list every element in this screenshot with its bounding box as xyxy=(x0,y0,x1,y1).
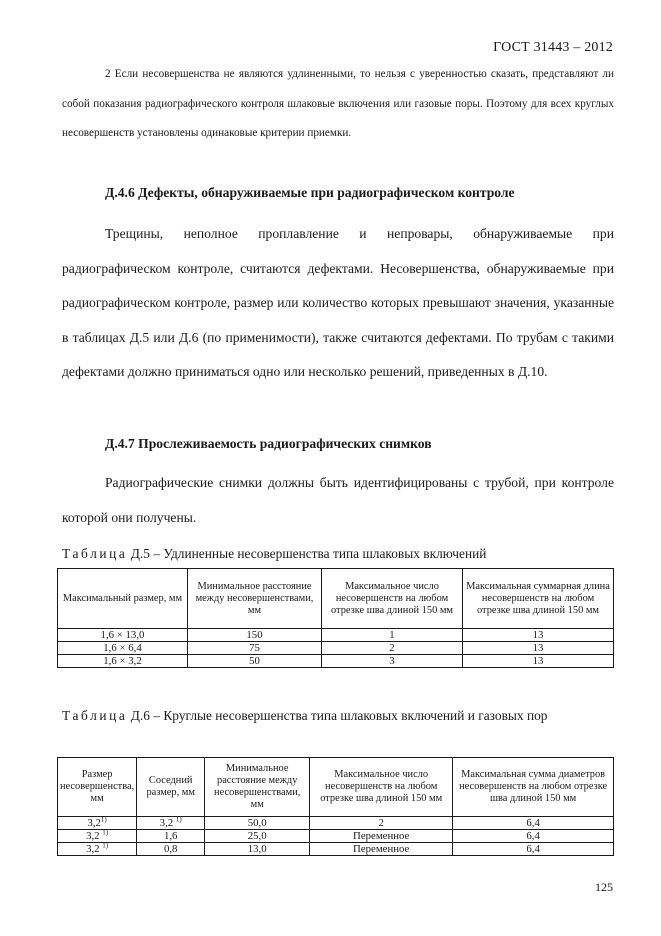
table6-caption xyxy=(62,702,614,729)
table5-header-cell: Максимальное число несовершенств на любом отрезке шва длиной 150 мм xyxy=(322,569,463,629)
table5-header-cell: Максимальная суммарная длина несовершенств на любом отрезке шва длиной 150 мм xyxy=(463,569,614,629)
table6-header-row xyxy=(58,758,614,817)
table-row xyxy=(58,629,614,642)
table5-header-cell: Максимальный размер, мм xyxy=(58,569,188,629)
table6-caption-text: Д.6 – Круглые несовершенства типа шлаковых включений и газовых пор xyxy=(130,708,548,723)
table-cell: Переменное xyxy=(310,830,453,843)
table6-header-cell: Максимальное число несовершенств на любом отрезке шва длиной 150 мм xyxy=(310,758,453,817)
table5-caption xyxy=(62,540,614,567)
table-cell: 1 xyxy=(322,629,463,642)
table-cell: 1,6 × 13,0 xyxy=(58,629,188,642)
table-cell: 1,6 xyxy=(137,830,205,843)
table-cell: 13 xyxy=(463,629,614,642)
table6-header-cell: Размер несовершенства, мм xyxy=(58,758,137,817)
section-d46-body xyxy=(62,217,614,390)
table6-header-cell: Минимальное расстояние между несовершенствами, мм xyxy=(205,758,310,817)
table-cell: 2 xyxy=(322,642,463,655)
table6-header-cell: Соседний размер, мм xyxy=(137,758,205,817)
footnote-mark: 1) xyxy=(175,815,182,824)
table-cell: 6,4 xyxy=(453,830,614,843)
size-value: 3,2 xyxy=(86,830,100,842)
note-text: 2 Если несовершенства не являются удлиненными, то нельзя с уверенностью сказать, представляют ли собой показания радиографического контроля шлаковые включения или газовые поры. Поэтому для всех круглых несовершенств установлены одинаковые критерии приемки. xyxy=(62,68,614,139)
table-cell: 25,0 xyxy=(205,830,310,843)
table-cell: 75 xyxy=(188,642,322,655)
table-cell: 50 xyxy=(188,655,322,668)
footnote-mark: 1) xyxy=(102,841,109,850)
section-d47-body xyxy=(62,466,614,535)
note-paragraph xyxy=(62,60,614,149)
table-cell: 0,8 xyxy=(137,843,205,856)
section-heading-d46: Д.4.6 Дефекты, обнаруживаемые при радиографическом контроле xyxy=(105,185,515,200)
table-row xyxy=(58,655,614,668)
table-cell: 2 xyxy=(310,817,453,830)
table-cell xyxy=(58,843,137,856)
table5-caption-label: Таблица xyxy=(62,546,128,561)
table-row xyxy=(58,843,614,856)
size-value: 3,2 xyxy=(87,817,101,829)
table-cell xyxy=(58,817,137,830)
table5-header-row xyxy=(58,569,614,629)
table-row xyxy=(58,817,614,830)
table6-caption-label: Таблица xyxy=(62,708,128,723)
table-cell: 6,4 xyxy=(453,843,614,856)
section-d46-text: Трещины, неполное проплавление и непровары, обнаруживаемые при радиографическом контроле, считаются дефектами. Несовершенства, обнаруживаемые при радиографическом контроле, размер или количество которых превышают значения, указанные в таблицах Д.5 или Д.6 (по применимости), также считаются дефектами. По трубам с такими дефектами должно приниматься одно или несколько решений, приведенных в Д.10. xyxy=(62,226,614,380)
table-cell: 13 xyxy=(463,655,614,668)
table-cell: 6,4 xyxy=(453,817,614,830)
table6-header-cell: Максимальная сумма диаметров несовершенств на любом отрезке шва длиной 150 мм xyxy=(453,758,614,817)
table-cell: Переменное xyxy=(310,843,453,856)
table5-header-cell: Минимальное расстояние между несовершенствами, мм xyxy=(188,569,322,629)
footnote-mark: 1) xyxy=(100,815,107,824)
table-cell xyxy=(137,817,205,830)
table-cell: 13,0 xyxy=(205,843,310,856)
table-cell: 13 xyxy=(463,642,614,655)
table-cell: 3 xyxy=(322,655,463,668)
section-heading-d47: Д.4.7 Прослеживаемость радиографических снимков xyxy=(105,436,432,451)
table5 xyxy=(57,568,614,668)
table-cell: 1,6 × 3,2 xyxy=(58,655,188,668)
table-cell: 1,6 × 6,4 xyxy=(58,642,188,655)
table-row xyxy=(58,642,614,655)
table-cell xyxy=(58,830,137,843)
footnote-mark: 1) xyxy=(102,828,109,837)
table-cell: 50,0 xyxy=(205,817,310,830)
section-d47-text: Радиографические снимки должны быть идентифицированы с трубой, при контроле которой они получены. xyxy=(62,475,614,525)
adjacent-size-value: 3,2 xyxy=(159,817,174,829)
table6 xyxy=(57,757,614,856)
size-value: 3,2 xyxy=(86,843,100,855)
table-row xyxy=(58,830,614,843)
document-header: ГОСТ 31443 – 2012 xyxy=(493,40,613,55)
page-number: 125 xyxy=(595,880,613,894)
table-cell: 150 xyxy=(188,629,322,642)
table5-caption-text: Д.5 – Удлиненные несовершенства типа шлаковых включений xyxy=(130,546,487,561)
